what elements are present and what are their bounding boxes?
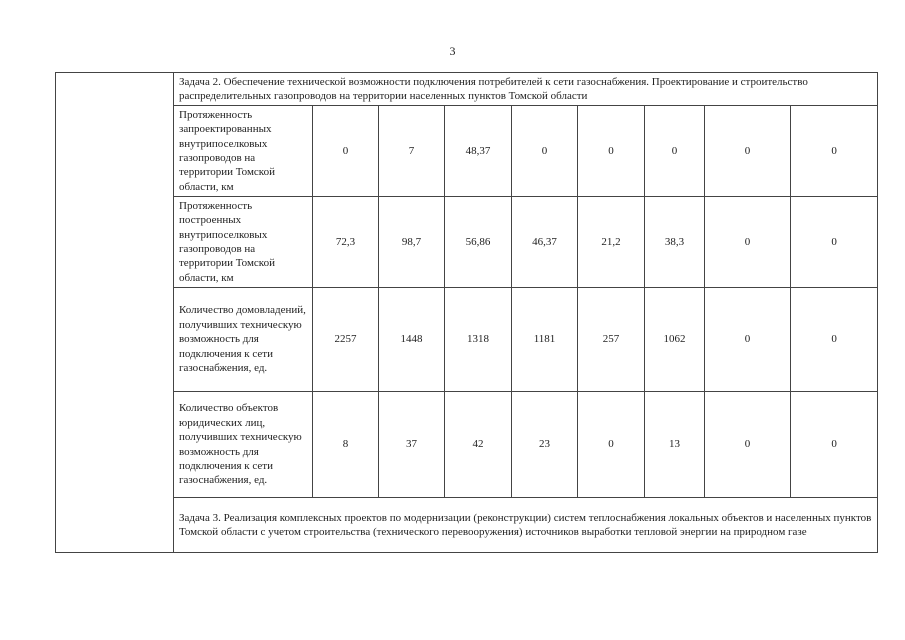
blank-left-column [56,73,174,553]
indicators-table [55,72,878,553]
row-label: Протяженность запроектированных внутрипоселковых газопроводов на территории Томской области, км [174,106,313,197]
table-row [56,106,878,197]
cell-value: 0 [791,392,878,498]
cell-value: 0 [578,392,645,498]
cell-value: 0 [645,106,705,197]
cell-value: 72,3 [313,197,379,288]
cell-value: 0 [705,106,791,197]
cell-value: 1062 [645,288,705,392]
cell-value: 0 [313,106,379,197]
cell-value: 48,37 [445,106,512,197]
task-2-heading: Задача 2. Обеспечение технической возможности подключения потребителей к сети газоснабжения. Проектирование и строительство распределительных газопроводов на территории населенных пунктов Томской области [174,73,878,106]
row-label: Протяженность построенных внутрипоселковых газопроводов на территории Томской области, км [174,197,313,288]
cell-value: 257 [578,288,645,392]
cell-value: 46,37 [512,197,578,288]
row-label: Количество домовладений, получивших техническую возможность для подключения к сети газоснабжения, ед. [174,288,313,392]
cell-value: 0 [791,288,878,392]
cell-value: 0 [512,106,578,197]
cell-value: 37 [379,392,445,498]
cell-value: 21,2 [578,197,645,288]
task-3-heading: Задача 3. Реализация комплексных проектов по модернизации (реконструкции) систем теплоснабжения локальных объектов и населенных пунктов Томской области с учетом строительства (технического перевооружения) источников выработки тепловой энергии на природном газе [174,498,878,553]
cell-value: 0 [705,197,791,288]
cell-value: 23 [512,392,578,498]
cell-value: 2257 [313,288,379,392]
cell-value: 1318 [445,288,512,392]
cell-value: 38,3 [645,197,705,288]
cell-value: 0 [791,106,878,197]
cell-value: 8 [313,392,379,498]
cell-value: 1448 [379,288,445,392]
cell-value: 7 [379,106,445,197]
cell-value: 0 [791,197,878,288]
cell-value: 0 [578,106,645,197]
cell-value: 13 [645,392,705,498]
page-number: 3 [449,44,456,58]
table-row [56,197,878,288]
cell-value: 98,7 [379,197,445,288]
cell-value: 56,86 [445,197,512,288]
cell-value: 1181 [512,288,578,392]
row-label: Количество объектов юридических лиц, получивших техническую возможность для подключения к сети газоснабжения, ед. [174,392,313,498]
cell-value: 0 [705,288,791,392]
cell-value: 42 [445,392,512,498]
table-row [56,288,878,392]
table-row [56,392,878,498]
cell-value: 0 [705,392,791,498]
